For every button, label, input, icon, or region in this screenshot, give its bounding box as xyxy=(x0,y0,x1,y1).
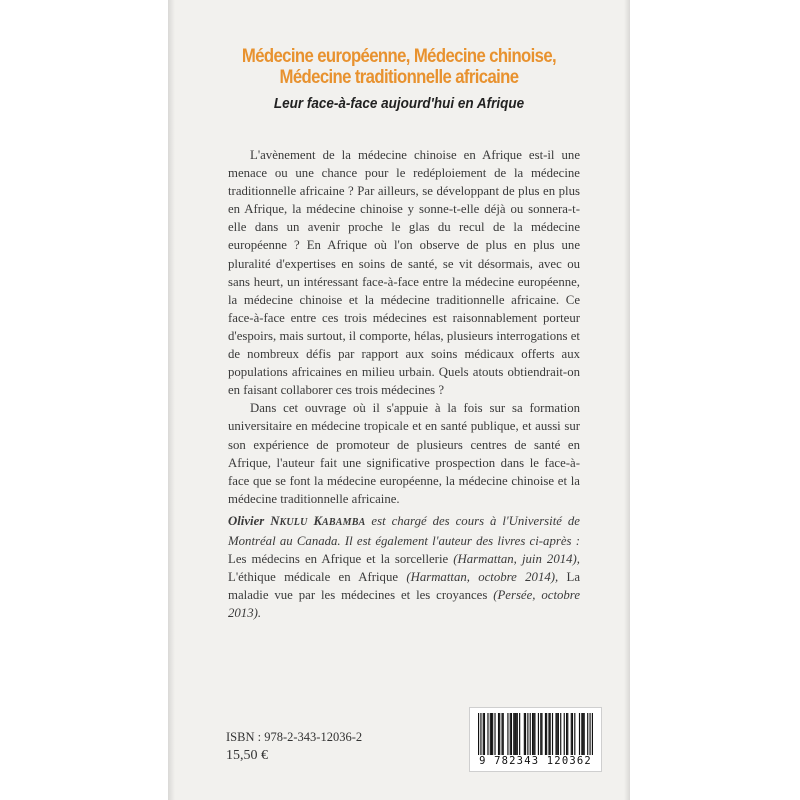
barcode-bar xyxy=(552,713,553,755)
barcode-bar xyxy=(507,713,508,755)
author-book-3-title: La maladie vue par les médecines et les croyances xyxy=(228,570,580,603)
barcode-bar xyxy=(592,713,593,755)
barcode-bar xyxy=(545,713,546,755)
barcode-bar xyxy=(574,713,575,755)
barcode-bar xyxy=(478,713,479,755)
barcode-bar xyxy=(530,713,531,755)
barcode-bar xyxy=(499,713,500,755)
barcode-bar xyxy=(519,713,520,755)
author-book-2-title: L'éthique médicale en Afrique xyxy=(228,570,407,585)
barcode-bar xyxy=(587,713,588,755)
book-title-line-1: Médecine européenne, Médecine chinoise, xyxy=(241,46,557,67)
barcode-bar xyxy=(492,713,493,755)
blurb-paragraph-1: L'avènement de la médecine chinoise en Afrique est-il une menace ou une chance pour le redéploiement de la médecine traditionnelle africaine ? Par ailleurs, se développant de plus en plus en Afrique, la médecine chinoise y sonne-t-elle déjà ou sonnera-t-elle dans un avenir proche le glas du recul de la médecine européenne ? En Afrique où l'on observe de plus en plus une pluralité d'expertises en soins de santé, se vit désormais, avec ou sans heurt, un intéressant face-à-face entre la médecine européenne, la médecine chinoise et la médecine traditionnelle africaine. Ce face-à-face entre ces trois médecines est raisonnablement porteur d'espoirs, mais surtout, il comporte, hélas, plusieurs interrogations et de nombreux défis par rapport aux soins médicaux offerts aux populations africaines en milieu urbain. Quels atouts obtiendrait-on en faisant collaborer ces trois médecines ? xyxy=(228,148,580,398)
barcode-bar xyxy=(589,713,590,755)
book-subtitle: Leur face-à-face aujourd'hui en Afrique xyxy=(273,95,525,112)
isbn: ISBN : 978-2-343-12036-2 xyxy=(226,730,363,744)
barcode-bar xyxy=(538,713,539,755)
barcode-bar xyxy=(558,713,559,755)
barcode-bar xyxy=(484,713,485,755)
blurb-paragraph-2: Dans cet ouvrage où il s'appuie à la fois sur sa formation universitaire en médecine tropicale et en santé publique, et aussi sur son expérience de promoteur de plusieurs centres de santé en Afrique, l'auteur fait une significative prospection dans le face-à-face que se font la médecine européenne, la médecine chinoise et la médecine traditionnelle africaine. xyxy=(228,401,580,506)
barcode-bar xyxy=(480,713,481,755)
barcode-bar xyxy=(490,713,491,755)
barcode-bar xyxy=(511,713,512,755)
barcode-bar xyxy=(533,713,534,755)
barcode-bar xyxy=(566,713,567,755)
barcode-bar xyxy=(494,713,495,755)
barcode-bar xyxy=(532,713,533,755)
barcode-bar xyxy=(498,713,499,755)
barcode-bar xyxy=(581,713,582,755)
author-book-1-title: Les médecins en Afrique et la sorcellerie xyxy=(228,552,454,567)
barcode-bar xyxy=(534,713,535,755)
barcode-bar xyxy=(514,713,515,755)
author-name: Olivier NKULU KABAMBA xyxy=(228,514,366,528)
barcode-bar xyxy=(560,713,561,755)
barcode-bar xyxy=(491,713,492,755)
barcode-bar xyxy=(555,713,556,755)
barcode-bar xyxy=(483,713,484,755)
barcode-bar xyxy=(579,713,580,755)
barcode-bar xyxy=(567,713,568,755)
barcode-bar xyxy=(513,713,514,755)
barcode-bar xyxy=(557,713,558,755)
barcode-bar xyxy=(550,713,551,755)
barcode-bar xyxy=(564,713,565,755)
author-book-2-publisher: (Harmattan, octobre 2014), xyxy=(406,570,559,585)
author-book-3-publisher: (Persée, octobre 2013). xyxy=(228,588,580,621)
book-title-line-2: Médecine traditionnelle africaine xyxy=(279,67,519,88)
barcode-bar xyxy=(548,713,549,755)
barcode-bar xyxy=(525,713,526,755)
barcode-bar xyxy=(503,713,504,755)
barcode-bar xyxy=(541,713,542,755)
price: 15,50 € xyxy=(226,748,268,763)
blurb xyxy=(228,146,580,508)
barcode-bar xyxy=(584,713,585,755)
author-bio xyxy=(228,512,580,623)
barcode-bar xyxy=(540,713,541,755)
barcode xyxy=(469,707,602,772)
author-book-1-publisher: (Harmattan, juin 2014), xyxy=(453,552,580,567)
barcode-bar xyxy=(501,713,502,755)
barcode-bar xyxy=(517,713,518,755)
barcode-bar xyxy=(524,713,525,755)
barcode-bar xyxy=(516,713,517,755)
barcode-bar xyxy=(510,713,511,755)
barcode-bar xyxy=(582,713,583,755)
barcode-bar xyxy=(546,713,547,755)
barcode-bar xyxy=(487,713,488,755)
barcode-bar xyxy=(572,713,573,755)
barcode-bars xyxy=(478,713,593,755)
barcode-bar xyxy=(527,713,528,755)
book-back-cover xyxy=(168,0,630,800)
barcode-bar xyxy=(571,713,572,755)
barcode-digits: 9 782343 120362 xyxy=(479,755,592,767)
author-intro: est chargé des cours à l'Université de Montréal au Canada. Il est également l'auteur des livres ci-après : xyxy=(228,514,580,549)
